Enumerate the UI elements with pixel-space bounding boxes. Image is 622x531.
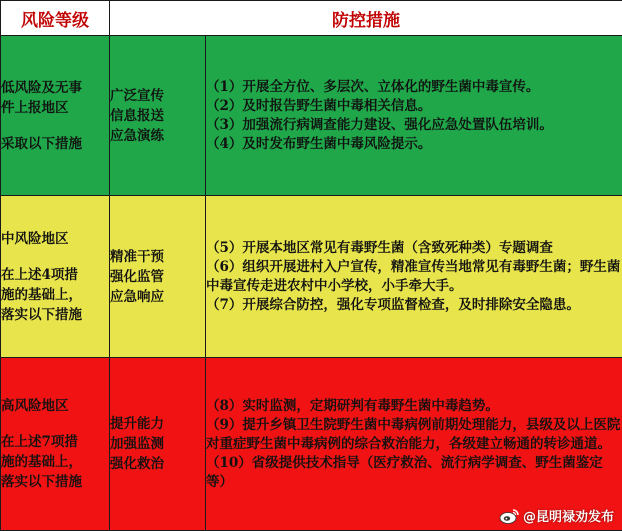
measures-cell-mid [206, 196, 622, 358]
strategy-line: 精准干预 [110, 248, 164, 265]
level-note-line: 落实以下措施 [1, 474, 82, 490]
measure-item: （4）及时发布野生菌中毒风险提示。 [206, 135, 432, 152]
strategy-line: 强化监管 [110, 268, 164, 285]
strategy-line: 广泛宣传 [110, 87, 164, 104]
level-note-line: 落实以下措施 [1, 306, 82, 323]
level-note-line: 在上述4项措 [1, 266, 78, 283]
strategy-cell-high [110, 358, 206, 531]
level-title-line: 中风险地区 [1, 230, 69, 247]
table-row-low-risk [1, 36, 622, 196]
measures-cell-high [206, 358, 622, 531]
table-row-mid-risk [1, 196, 622, 358]
strategy-cell-mid [110, 196, 206, 358]
measure-item: （1）开展全方位、多层次、立体化的野生菌中毒宣传。 [206, 78, 540, 95]
measure-item: （3）加强流行病调查能力建设、强化应急处置队伍培训。 [206, 116, 553, 133]
level-title-line: 低风险及无事 [1, 79, 82, 96]
strategy-line: 应急演练 [110, 127, 164, 144]
table-header-row [1, 1, 622, 36]
level-note-line: 施的基础上， [1, 286, 82, 303]
strategy-line: 加强监测 [110, 436, 164, 452]
measure-item: （9）提升乡镇卫生院野生菌中毒病例前期处理能力，县级及以上医院对重症野生菌中毒病例的综合救治能力，各级建立畅通的转诊通道。 [206, 416, 621, 452]
weibo-icon [499, 508, 519, 524]
table-row-high-risk [1, 358, 622, 531]
level-title-line: 高风险地区 [1, 398, 69, 414]
strategy-line: 信息报送 [110, 107, 164, 124]
strategy-line: 应急响应 [110, 288, 164, 305]
level-note-line: 在上述7项措 [1, 434, 78, 450]
measure-item: （10）省级提供技术指导（医疗救治、流行病学调查、野生菌鉴定等） [206, 454, 603, 490]
level-cell-high [1, 358, 110, 531]
strategy-line: 提升能力 [110, 416, 164, 432]
level-note-line: 施的基础上， [1, 454, 82, 470]
watermark [499, 506, 614, 525]
measure-item: （6）组织开展进村入户宣传，精准宣传当地常见有毒野生菌；野生菌中毒宣传走进农村中小学校，小手牵大手。 [206, 258, 621, 294]
level-cell-low [1, 36, 110, 196]
measure-item: （5）开展本地区常见有毒野生菌（含致死种类）专题调查 [206, 239, 553, 256]
strategy-cell-low [110, 36, 206, 196]
measure-item: （8）实时监测，定期研判有毒野生菌中毒趋势。 [206, 397, 499, 414]
measures-cell-low [206, 36, 622, 196]
header-risk-level: 风险等级 [1, 1, 110, 36]
measure-item: （2）及时报告野生菌中毒相关信息。 [206, 97, 432, 114]
level-title-line: 件上报地区 [1, 99, 69, 116]
watermark-text: @昆明禄劝发布 [522, 510, 614, 525]
level-note-line: 采取以下措施 [1, 135, 82, 152]
measure-item: （7）开展综合防控，强化专项监督检查，及时排除安全隐患。 [206, 296, 580, 313]
strategy-line: 强化救治 [110, 456, 164, 472]
header-measures: 防控措施 [110, 1, 622, 36]
level-cell-mid [1, 196, 110, 358]
